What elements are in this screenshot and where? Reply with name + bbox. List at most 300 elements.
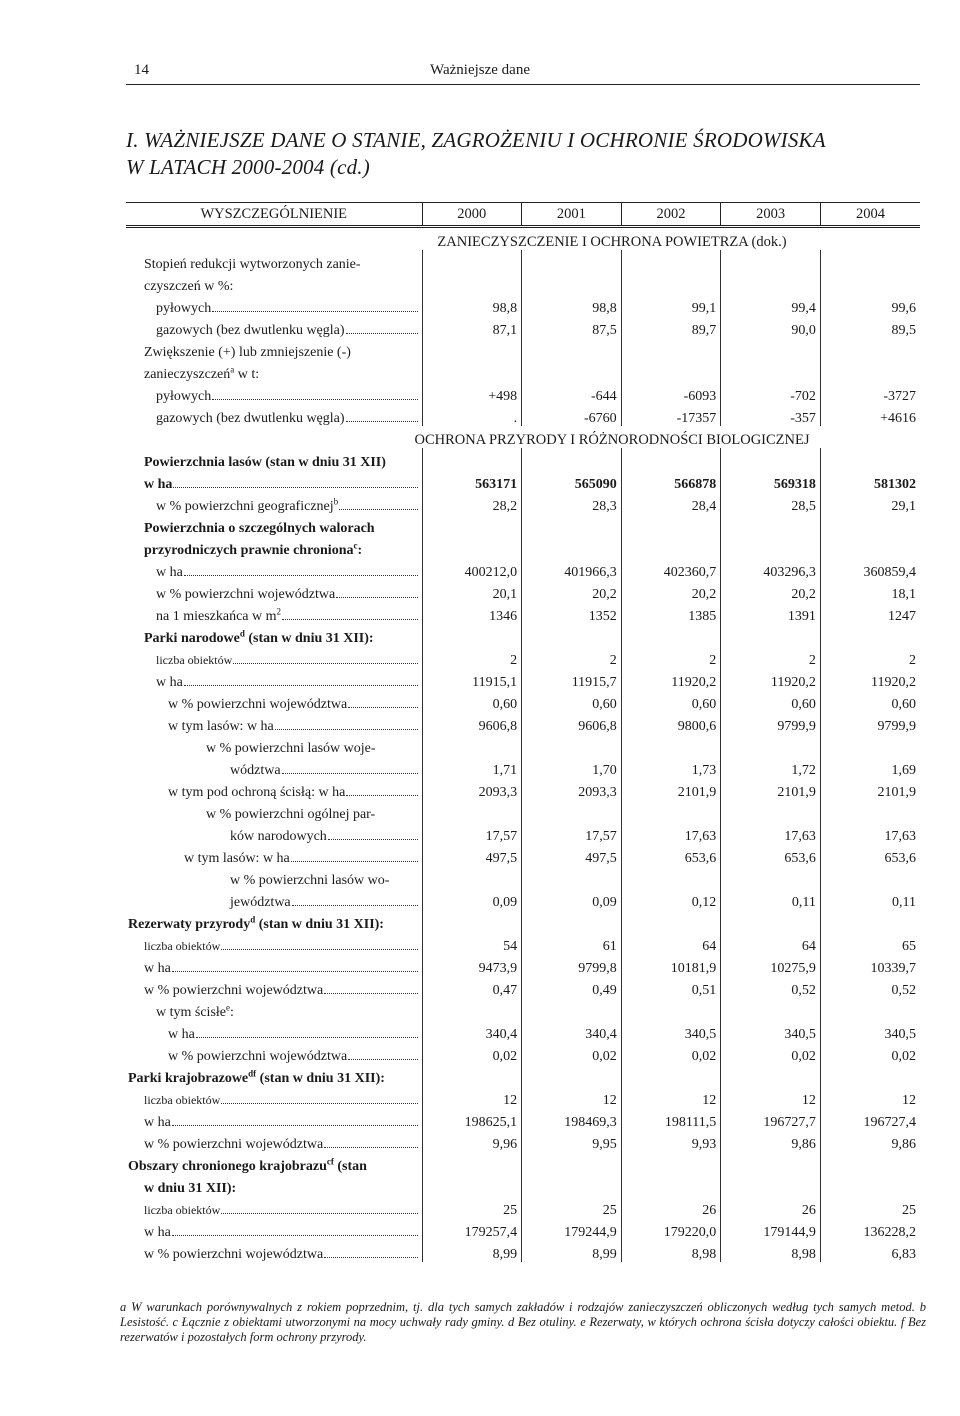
row-label [126,602,422,624]
value-cell: 9473,9 [422,954,522,976]
table-row [126,1196,920,1218]
label-text-suffix: (stan w dniu 31 XII): [256,1071,385,1086]
value-cell [422,536,522,558]
value-cell [820,800,920,822]
value-cell: 9,86 [820,1130,920,1152]
value-cell: 0,60 [621,690,721,712]
value-cell: . [422,404,522,426]
row-label-text [144,1203,220,1218]
value-cell [621,910,721,932]
value-cell [621,360,721,382]
table-row [126,448,920,470]
dot-leader [282,619,417,620]
table-row [126,294,920,316]
dot-leader [184,575,418,576]
table-row [126,822,920,844]
value-cell: 25 [422,1196,522,1218]
row-label [126,888,422,910]
value-cell: 2101,9 [621,778,721,800]
table-row [126,888,920,910]
dot-leader [233,663,417,664]
value-cell: 9606,8 [522,712,622,734]
value-cell: 20,2 [721,580,821,602]
value-cell [820,360,920,382]
row-label-text [156,565,183,580]
value-cell: 6,83 [820,1240,920,1262]
row-label [126,690,422,712]
table-row [126,646,920,668]
value-cell [422,1152,522,1174]
value-cell: 2101,9 [721,778,821,800]
value-cell: 653,6 [621,844,721,866]
value-cell: 26 [721,1196,821,1218]
table-header-row [126,203,920,227]
value-cell: 54 [422,932,522,954]
dot-leader [221,1213,417,1214]
value-cell: 1,69 [820,756,920,778]
dot-leader [196,1037,418,1038]
row-label-text [184,851,290,866]
value-cell: -17357 [621,404,721,426]
value-cell: 403296,3 [721,558,821,580]
row-label [126,1174,422,1196]
value-cell: 0,60 [820,690,920,712]
row-label [126,1130,422,1152]
value-cell: 17,57 [422,822,522,844]
row-label-text [144,1137,323,1152]
value-cell [422,624,522,646]
dot-leader [212,399,417,400]
label-text: w % powierzchni województwa [144,1137,324,1152]
table-row [126,316,920,338]
row-label-text [230,873,389,888]
value-cell: 12 [522,1086,622,1108]
value-cell: 1352 [522,602,622,624]
row-label [126,976,422,998]
value-cell [422,338,522,360]
value-cell: 1,72 [721,756,821,778]
value-cell: 9,96 [422,1130,522,1152]
value-cell [621,1152,721,1174]
table-row [126,382,920,404]
value-cell: 99,6 [820,294,920,316]
row-label-text [156,1002,234,1020]
label-text: Parki krajobrazowe [128,1071,249,1086]
value-cell: 25 [820,1196,920,1218]
label-text: liczba obiektów [144,1093,221,1107]
value-cell [621,448,721,470]
row-label [126,756,422,778]
value-cell [721,1174,821,1196]
value-cell [522,734,622,756]
table-row [126,338,920,360]
row-label [126,250,422,272]
row-label [126,734,422,756]
label-text: w ha [144,961,171,976]
dot-leader [221,949,417,950]
row-label-text [156,606,282,624]
row-label-text [144,1247,323,1262]
row-label-text [144,1181,236,1196]
table-row [126,844,920,866]
value-cell [621,734,721,756]
value-cell: +498 [422,382,522,404]
row-label-text [156,675,183,690]
value-cell [820,338,920,360]
value-cell: 565090 [522,470,622,492]
value-cell [721,734,821,756]
row-label [126,778,422,800]
label-text: na 1 mieszkańca w m [156,609,277,624]
label-text-suffix: (stan w dniu 31 XII): [244,631,374,646]
value-cell [522,338,622,360]
value-cell [721,1064,821,1086]
value-cell: 9799,8 [522,954,622,976]
value-cell: 179220,0 [621,1218,721,1240]
row-label [126,338,422,360]
row-label [126,1152,422,1174]
value-cell: 1,73 [621,756,721,778]
label-text: w % powierzchni województwa [144,1247,324,1262]
label-text-suffix: : [357,543,363,558]
value-cell [820,1174,920,1196]
value-cell: 0,02 [522,1042,622,1064]
value-cell: 18,1 [820,580,920,602]
table-row [126,624,920,646]
value-cell: 11915,1 [422,668,522,690]
value-cell [422,1174,522,1196]
value-cell [820,1152,920,1174]
row-label-text [144,521,375,536]
value-cell: 17,63 [621,822,721,844]
value-cell: 9799,9 [820,712,920,734]
value-cell [820,250,920,272]
dot-leader [324,1257,417,1258]
dot-leader [328,839,418,840]
label-text: w dniu 31 XII): [144,1181,237,1196]
row-label-text [156,653,232,668]
value-cell [422,360,522,382]
row-label [126,492,422,514]
table-row [126,1086,920,1108]
row-label-text [144,983,323,998]
value-cell [721,1152,821,1174]
value-cell [621,250,721,272]
value-cell [721,624,821,646]
value-cell: 563171 [422,470,522,492]
label-text: w % powierzchni województwa [144,983,324,998]
dot-leader [336,597,417,598]
row-label-text [156,389,211,404]
row-label [126,316,422,338]
document-title-line-1: I. WAŻNIEJSZE DANE O STANIE, ZAGROŻENIU I OCHRONIE ŚRODOWISKA [126,128,826,152]
footnote-marker: d [250,914,256,925]
row-label [126,382,422,404]
value-cell [422,250,522,272]
label-text: w % powierzchni województwa [168,697,348,712]
table-row [126,272,920,294]
table-row [126,514,920,536]
row-label [126,1086,422,1108]
value-cell: 1247 [820,602,920,624]
dot-leader [172,1125,418,1126]
value-cell [522,866,622,888]
label-text: w tym pod ochroną ścisłą: w ha [168,785,346,800]
table-row [126,1240,920,1262]
value-cell: 653,6 [820,844,920,866]
row-label [126,536,422,558]
value-cell: 17,63 [721,822,821,844]
value-cell: 10339,7 [820,954,920,976]
table-row [126,1020,920,1042]
table-row [126,1064,920,1086]
value-cell [721,866,821,888]
row-label-text [144,279,233,294]
dot-leader [173,487,417,488]
header-rule [126,84,920,85]
row-label-text [230,829,327,844]
row-label [126,866,422,888]
value-cell [820,866,920,888]
dot-leader [291,861,418,862]
value-cell [721,250,821,272]
label-text-suffix: (stan w dniu 31 XII): [255,917,384,932]
dot-leader [346,795,417,796]
value-cell: 2 [820,646,920,668]
footnote-marker: cf [326,1156,334,1167]
value-cell [422,866,522,888]
value-cell: 9606,8 [422,712,522,734]
value-cell: 400212,0 [422,558,522,580]
value-cell: 0,52 [820,976,920,998]
value-cell: 25 [522,1196,622,1218]
value-cell: 20,2 [522,580,622,602]
value-cell: 0,49 [522,976,622,998]
value-cell: 99,4 [721,294,821,316]
value-cell: 0,02 [422,1042,522,1064]
row-label [126,932,422,954]
value-cell: -6760 [522,404,622,426]
value-cell [721,910,821,932]
value-cell: 340,4 [522,1020,622,1042]
label-text: Obszary chronionego krajobrazu [128,1159,327,1174]
value-cell: 64 [721,932,821,954]
value-cell [522,360,622,382]
value-cell: 12 [422,1086,522,1108]
row-label [126,712,422,734]
value-cell: 98,8 [422,294,522,316]
value-cell [621,536,721,558]
row-label [126,360,422,382]
table-row [126,954,920,976]
value-cell [621,998,721,1020]
value-cell: 0,51 [621,976,721,998]
document-title-line-2: W LATACH 2000-2004 (cd.) [126,155,370,179]
value-cell: 198111,5 [621,1108,721,1130]
value-cell [422,272,522,294]
value-cell [820,734,920,756]
row-label-text [144,345,351,360]
label-text-suffix: (stan [333,1159,367,1174]
table-row [126,690,920,712]
value-cell [422,734,522,756]
row-label-text [156,587,335,602]
label-text-suffix: w t: [234,367,260,382]
dot-leader [324,1147,417,1148]
table-row [126,668,920,690]
value-cell: 340,4 [422,1020,522,1042]
row-label [126,624,422,646]
value-cell [522,910,622,932]
value-cell: 2 [422,646,522,668]
table-row [126,756,920,778]
value-cell [721,272,821,294]
label-text: w ha [168,1027,195,1042]
label-text: gazowych (bez dwutlenku węgla) [156,411,345,426]
value-cell: 11920,2 [820,668,920,690]
row-label-text [128,1156,367,1174]
table-row [126,1130,920,1152]
value-cell: 340,5 [621,1020,721,1042]
row-label [126,272,422,294]
footnote-marker: e [226,1002,230,1013]
value-cell: 569318 [721,470,821,492]
value-cell [522,800,622,822]
row-label-text [206,807,375,822]
value-cell [820,624,920,646]
dot-leader [348,707,417,708]
table-row [126,734,920,756]
value-cell: 1346 [422,602,522,624]
row-label-text [168,719,274,734]
row-label [126,954,422,976]
dot-leader [172,1235,418,1236]
value-cell: 17,57 [522,822,622,844]
label-text: w % powierzchni lasów wo- [230,873,390,888]
value-cell: 87,1 [422,316,522,338]
label-text: w % powierzchni ogólnej par- [206,807,376,822]
value-cell: 340,5 [721,1020,821,1042]
value-cell: 8,99 [422,1240,522,1262]
section-header-row [126,426,920,448]
row-label [126,448,422,470]
row-label-text [168,1027,195,1042]
label-text: w % powierzchni województwa [168,1049,348,1064]
value-cell: 26 [621,1196,721,1218]
label-text: Stopień redukcji wytworzonych zanie- [144,257,361,272]
table-row [126,492,920,514]
value-cell: 12 [820,1086,920,1108]
row-label-text [128,914,384,932]
value-cell: 2093,3 [522,778,622,800]
label-text: Powierzchnia o szczególnych walorach [144,521,375,536]
label-text: w % powierzchni województwa [156,587,336,602]
dot-leader [292,905,418,906]
column-header: 2004 [820,203,920,227]
page-number: 14 [134,62,149,78]
value-cell [422,1064,522,1086]
dot-leader [346,421,418,422]
value-cell [522,448,622,470]
label-text: w % powierzchni lasów woje- [206,741,376,756]
section-title: ZANIECZYSZCZENIE I OCHRONA POWIETRZA (dok.) [437,234,787,250]
dot-leader [346,333,418,334]
row-label [126,646,422,668]
row-label-text [144,257,361,272]
value-cell [721,536,821,558]
label-text: w ha [156,565,183,580]
value-cell: 89,7 [621,316,721,338]
footnote-marker: df [248,1068,257,1079]
value-cell: 1391 [721,602,821,624]
value-cell [621,1174,721,1196]
label-text: w % powierzchni geograficznej [156,499,334,514]
value-cell: 179244,9 [522,1218,622,1240]
dot-leader [172,971,418,972]
table-row [126,910,920,932]
value-cell: -357 [721,404,821,426]
value-cell: 2 [721,646,821,668]
value-cell: 28,2 [422,492,522,514]
value-cell [422,448,522,470]
value-cell: 9800,6 [621,712,721,734]
value-cell: 61 [522,932,622,954]
value-cell: 9,95 [522,1130,622,1152]
value-cell: 8,99 [522,1240,622,1262]
value-cell [522,250,622,272]
row-label-text [144,1093,220,1108]
table-row [126,470,920,492]
value-cell: 87,5 [522,316,622,338]
label-text: liczba obiektów [144,939,221,953]
label-text: liczba obiektów [144,1203,221,1217]
data-table [126,202,920,1262]
row-label [126,910,422,932]
value-cell [522,1174,622,1196]
value-cell: 0,12 [621,888,721,910]
table-row [126,580,920,602]
row-label-text [144,939,220,954]
table-row [126,250,920,272]
label-text: pyłowych [156,301,212,316]
value-cell [820,910,920,932]
value-cell [621,1064,721,1086]
table-row [126,558,920,580]
footnote-marker: 2 [276,606,282,617]
value-cell: 8,98 [621,1240,721,1262]
value-cell [721,360,821,382]
row-label [126,470,422,492]
label-text: w ha [144,1115,171,1130]
table-row [126,1174,920,1196]
table-row [126,712,920,734]
table-row [126,602,920,624]
dot-leader [282,773,418,774]
value-cell: 0,60 [422,690,522,712]
value-cell: 1,71 [422,756,522,778]
value-cell: -702 [721,382,821,404]
value-cell: 28,5 [721,492,821,514]
label-text: pyłowych [156,389,212,404]
value-cell: 0,47 [422,976,522,998]
value-cell: 0,02 [621,1042,721,1064]
column-header: 2000 [422,203,522,227]
column-header: 2001 [522,203,622,227]
table-row [126,536,920,558]
table-row [126,976,920,998]
value-cell: 8,98 [721,1240,821,1262]
label-text: w ha [144,1225,171,1240]
